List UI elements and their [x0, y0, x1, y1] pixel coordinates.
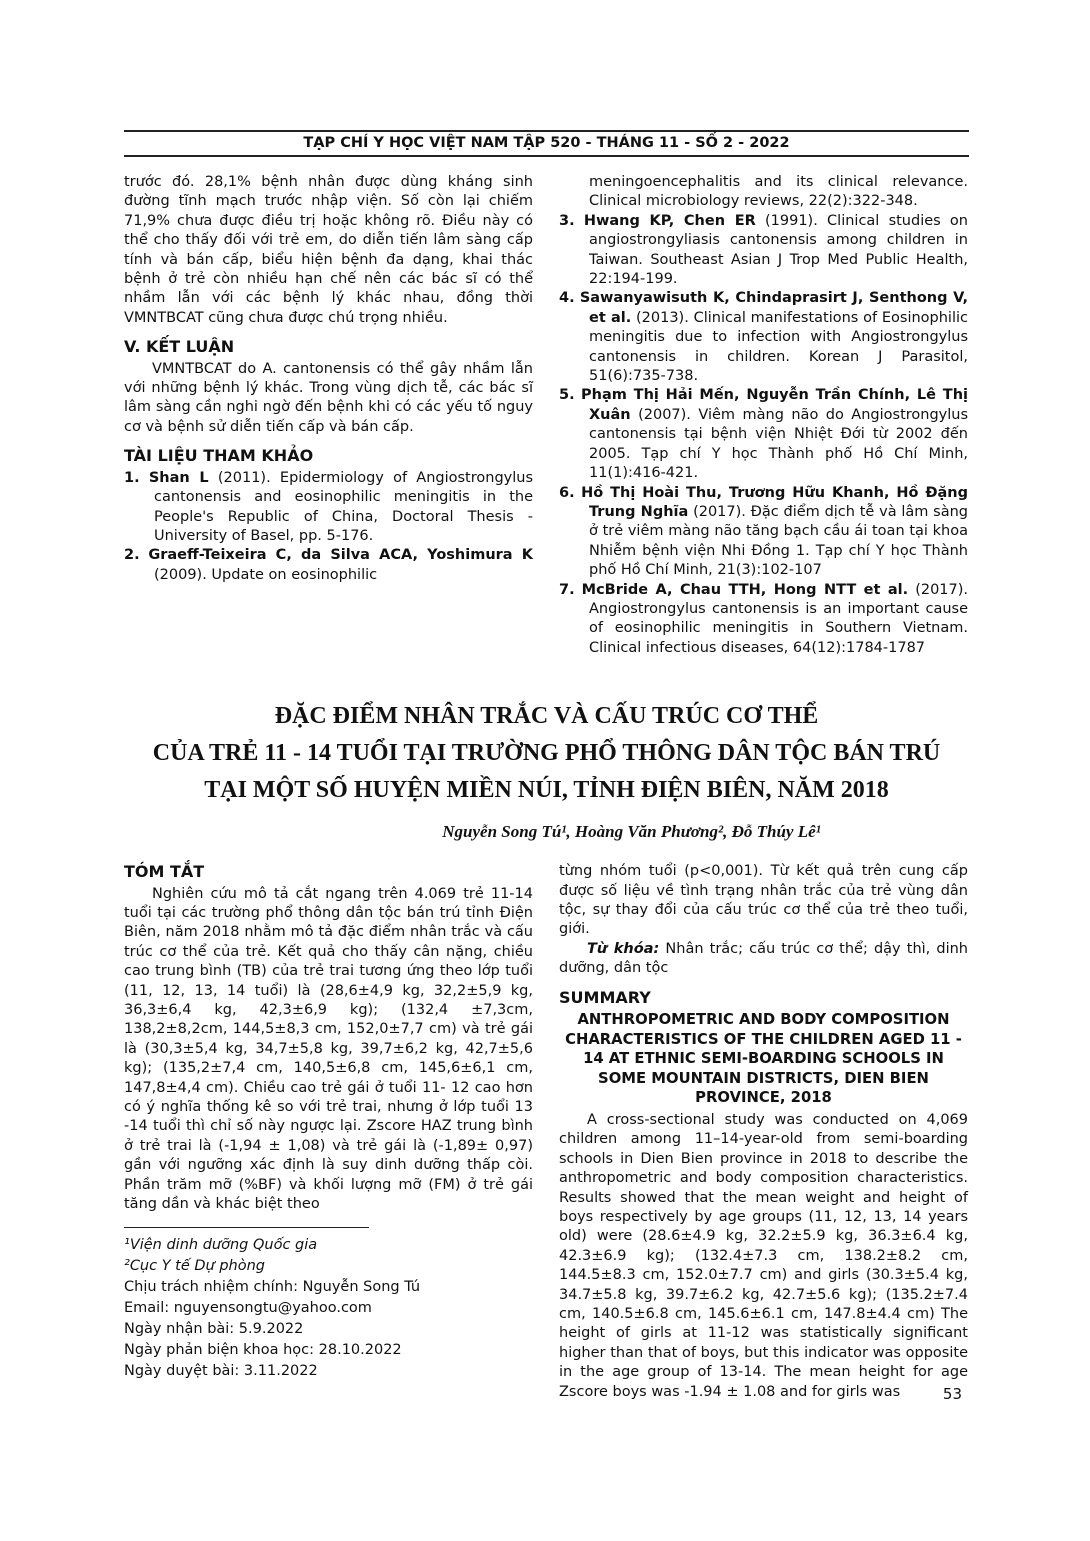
reference-authors: Hồ Thị Hoài Thu, Trương Hữu Khanh, Hồ Đặng Trung Nghĩa	[581, 484, 969, 520]
reference-item	[124, 469, 533, 547]
reference-number: 1.	[124, 469, 140, 486]
abstract-vi-continuation: từng nhóm tuổi (p<0,001). Từ kết quả trên cung cấp được số liệu về tình trạng nhân trắc của trẻ vùng dân tộc, sự thay đổi của cấu trúc cơ thể của trẻ theo tuổi, giới.	[559, 863, 968, 938]
conclusion-paragraph: VMNTBCAT do A. cantonensis có thể gây nhầm lẫn với những bệnh lý khác. Trong vùng dịch tễ, các bác sĩ lâm sàng cần nghi ngờ đến bệnh khi có các yếu tố nguy cơ và bệnh sử diễn tiến cấp và bán cấp.	[124, 360, 533, 435]
column-right	[559, 173, 968, 658]
reference-number: 5.	[559, 387, 575, 404]
reference-item	[559, 289, 968, 386]
reference-authors: Hwang KP, Chen ER	[583, 212, 756, 229]
journal-header-title: TẠP CHÍ Y HỌC VIỆT NAM TẬP 520 - THÁNG 11 - SỐ 2 - 2022	[303, 135, 790, 151]
article-title	[124, 698, 969, 809]
article-authors: Nguyễn Song Tú¹, Hoàng Văn Phương², Đỗ Thúy Lê¹	[442, 822, 821, 842]
column-right	[559, 862, 968, 1402]
keywords-paragraph	[559, 940, 968, 979]
article-title-line1: ĐẶC ĐIỂM NHÂN TRẮC VÀ CẤU TRÚC CƠ THỂ	[274, 703, 819, 730]
reference-text: (2007). Viêm màng não do Angiostrongylus cantonensis tại bệnh viện Nhiệt Đới từ 2002 đến 2005. Tạp chí Y học Thành phố Hồ Chí Minh, 11(1):416-421.	[589, 406, 969, 482]
summary-en-title: ANTHROPOMETRIC AND BODY COMPOSITION CHARACTERISTICS OF THE CHILDREN AGED 11 - 14 AT ETHNIC SEMI-BOARDING SCHOOLS IN SOME MOUNTAIN DISTRICTS, DIEN BIEN PROVINCE, 2018	[565, 1011, 962, 1107]
reference-number: 4.	[559, 290, 575, 307]
article-title-line2: CỦA TRẺ 11 - 14 TUỔI TẠI TRƯỜNG PHỔ THÔNG DÂN TỘC BÁN TRÚ	[152, 740, 941, 767]
reference-text: (2017). Angiostrongylus cantonensis is an important cause of eosinophilic meningitis in Southern Vietnam. Clinical infectious diseases, 64(12):1784-1787	[589, 581, 969, 656]
reference-item	[559, 212, 968, 290]
reference-item	[559, 484, 968, 581]
references-heading: TÀI LIỆU THAM KHẢO	[124, 446, 314, 466]
reference-number: 3.	[559, 212, 575, 229]
date-accepted: Ngày duyệt bài: 3.11.2022	[124, 1363, 318, 1380]
intro-paragraph: trước đó. 28,1% bệnh nhân được dùng kháng sinh đường tĩnh mạch trước nhập viện. Số còn lại chiếm 71,9% chưa được điều trị hoặc không rõ. Điều này có thể cho thấy đối với trẻ em, do diễn tiến lâm sàng cấp tính và bán cấp, biểu hiện bệnh đa dạng, khai thác bệnh ở trẻ còn nhiều hạn chế nên các bác sĩ có thể nhầm lẫn với các bệnh lý khác nhau, đồng thời VMNTBCAT cũng chưa được chú trọng nhiều.	[124, 174, 533, 326]
reference-continuation: meningoencephalitis and its clinical relevance. Clinical microbiology reviews, 22(2):322-348.	[589, 174, 968, 210]
summary-heading: SUMMARY	[559, 987, 651, 1007]
reference-number: 7.	[559, 581, 575, 598]
reference-item	[559, 581, 968, 659]
reference-authors: Graeff-Teixeira C, da Silva ACA, Yoshimura K	[148, 547, 533, 564]
reference-text: (1991). Clinical studies on angiostrongyliasis cantonensis among children in Taiwan. Southeast Asian J Trop Med Public Health, 22:194-199.	[589, 212, 968, 288]
reference-authors: Phạm Thị Hải Mến, Nguyễn Trần Chính, Lê Thị Xuân	[581, 387, 968, 423]
reference-text: (2011). Epidermiology of Angiostrongylus cantonensis and eosinophilic meningitis in the People's Republic of China, Doctoral Thesis - University of Basel, pp. 5-176.	[154, 469, 533, 544]
reference-item	[124, 546, 533, 585]
reference-authors: McBride A, Chau TTH, Hong NTT et al.	[581, 581, 909, 598]
running-header	[124, 130, 969, 157]
reference-text: (2017). Đặc điểm dịch tễ và lâm sàng ở trẻ viêm màng não tăng bạch cầu ái toan tại khoa Nhiễm bệnh viện Nhi Đồng 1. Tạp chí Y học Thành phố Hồ Chí Minh, 21(3):102-107	[589, 503, 968, 579]
reference-number: 2.	[124, 547, 140, 564]
article-title-line3: TẠI MỘT SỐ HUYỆN MIỀN NÚI, TỈNH ĐIỆN BIÊN, NĂM 2018	[204, 777, 889, 804]
header-bottom-rule	[124, 155, 969, 157]
keywords-label: Từ khóa:	[587, 940, 660, 957]
affiliation-2: ²Cục Y tế Dự phòng	[124, 1258, 266, 1275]
conclusion-heading: V. KẾT LUẬN	[124, 337, 235, 357]
date-reviewed: Ngày phản biện khoa học: 28.10.2022	[124, 1342, 402, 1359]
column-left	[124, 862, 533, 1402]
reference-text: (2009). Update on eosinophilic	[154, 566, 378, 583]
contact-email: Email: nguyensongtu@yahoo.com	[124, 1300, 372, 1317]
affiliation-1: ¹Viện dinh dưỡng Quốc gia	[124, 1237, 318, 1254]
reference-authors: Shan L	[148, 469, 209, 486]
footnote-rule	[124, 1227, 369, 1228]
reference-authors: Sawanyawisuth K, Chindaprasirt J, Senthong V, et al.	[579, 290, 968, 326]
abstract-section	[124, 862, 969, 1402]
page-content	[124, 0, 969, 1402]
keywords-text: Nhân trắc; cấu trúc cơ thể; dậy thì, dinh dưỡng, dân tộc	[559, 940, 968, 977]
date-received: Ngày nhận bài: 5.9.2022	[124, 1321, 304, 1338]
column-left	[124, 173, 533, 658]
abstract-vi-body: Nghiên cứu mô tả cắt ngang trên 4.069 trẻ 11-14 tuổi tại các trường phổ thông dân tộc bán trú tỉnh Điện Biên, năm 2018 nhằm mô tả đặc điểm nhân trắc và cấu trúc cơ thể của trẻ. Kết quả cho thấy cân nặng, chiều cao trung bình (TB) của trẻ trai tương ứng theo lớp tuổi (11, 12, 13, 14 tuổi) là (28,6±4,9 kg, 32,2±5,9 kg, 36,3±6,4 kg, 42,3±6,9 kg); (132,4 ±7,3cm, 138,2±8,2cm, 144,5±8,3 cm, 152,0±7,7 cm) và trẻ gái là (30,3±5,4 kg, 34,7±5,8 kg, 39,7±6,2 kg, 42,7±5,6 kg); (135,2±7,4 cm, 140,5±6,8 cm, 145,6±6,1 cm, 147,8±4,4 cm). Chiều cao trẻ gái ở tuổi 11- 12 cao hơn có ý nghĩa thống kê so với trẻ trai, nhưng ở lớp tuổi 13 -14 tuổi thì chỉ số này ngược lại. Zscore HAZ trung bình ở trẻ trai là (-1,94 ± 1,08) và trẻ gái là (-1,89± 0,97) gần với ngưỡng xác định là suy dinh dưỡng thấp còi. Phần trăm mỡ (%BF) và khối lượng mỡ (FM) ở trẻ gái tăng dần và khác biệt theo	[124, 885, 533, 1213]
page-number: 53	[942, 1385, 962, 1403]
reference-item	[559, 386, 968, 483]
summary-en-body: A cross-sectional study was conducted on 4,069 children among 11–14-year-old from semi-boarding schools in Dien Bien province in 2018 to describe the anthropometric and body composition characteristics. Results showed that the mean weight and height of boys respectively by age groups (11, 12, 13, 14 years old) were (28.6±4.9 kg, 32.2±5.9 kg, 36.3±6.4 kg, 42.3±6.9 kg); (132.4±7.3 cm, 138.2±8.2 cm, 144.5±8.3 cm, 152.0±7.7 cm) and girls (30.3±5.4 kg, 34.7±5.8 kg, 39.7±6.2 kg, 42.7±5.6 kg); (135.2±7.4 cm, 140.5±6.8 cm, 145.6±6.1 cm, 147.8±4.4 cm) The height of girls at 11-12 was statistically significant higher than that of boys, but this indicator was opposite in the age group of 13-14. The mean height for age Zscore boys was -1.94 ± 1.08 and for girls was	[559, 1111, 968, 1400]
reference-text: (2013). Clinical manifestations of Eosinophilic meningitis due to infection with Angiostrongylus cantonensis in children. Korean J Parasitol, 51(6):735-738.	[589, 309, 968, 385]
corresponding-author: Chịu trách nhiệm chính: Nguyễn Song Tú	[124, 1279, 421, 1296]
abstract-vi-heading: TÓM TẮT	[124, 862, 205, 882]
reference-number: 6.	[559, 484, 575, 501]
previous-article-section	[124, 173, 969, 658]
